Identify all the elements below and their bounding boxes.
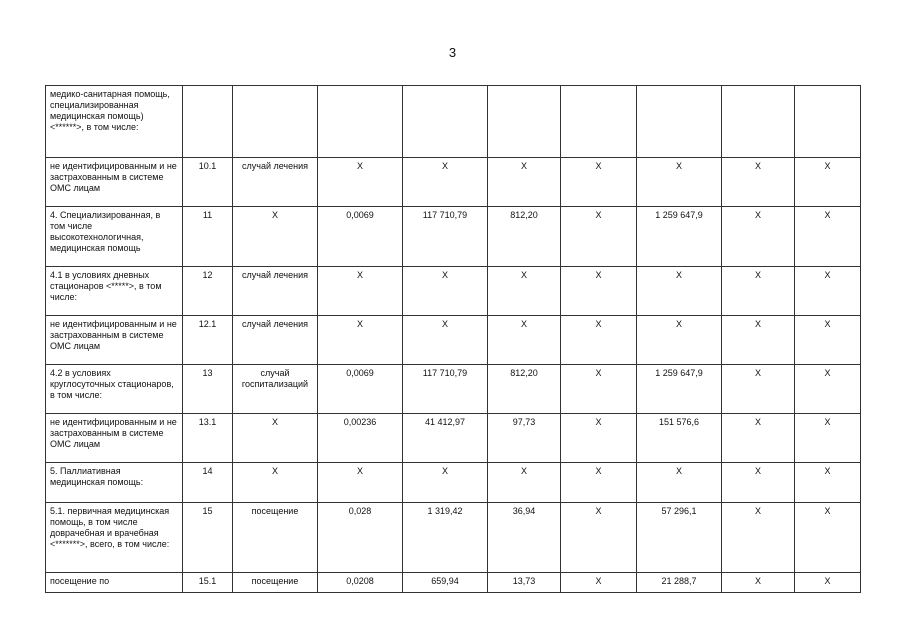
cell-volume-norm: 0,00236: [318, 414, 403, 463]
cell-per-capita-oms: X: [561, 573, 637, 593]
cell-total-percent: X: [795, 316, 861, 365]
cell-row-number: 12.1: [183, 316, 233, 365]
cell-per-capita: X: [488, 316, 561, 365]
table-row: [46, 86, 861, 158]
cell-per-capita: X: [488, 158, 561, 207]
cell-total-cost: X: [637, 267, 722, 316]
cell-unit: случай лечения: [233, 267, 318, 316]
cell-total-cost: X: [637, 158, 722, 207]
cell-row-number: 15: [183, 503, 233, 573]
cell-unit: случай лечения: [233, 158, 318, 207]
table-row: [46, 207, 861, 267]
cell-per-capita: X: [488, 463, 561, 503]
cell-cost-per-unit: 1 319,42: [403, 503, 488, 573]
cell-row-number: 11: [183, 207, 233, 267]
table-row: [46, 267, 861, 316]
cell-volume-norm: X: [318, 463, 403, 503]
cell-per-capita: 97,73: [488, 414, 561, 463]
table-row: [46, 503, 861, 573]
cell-cost-per-unit: X: [403, 316, 488, 365]
cell-per-capita-oms: X: [561, 365, 637, 414]
cell-indicator-name: 5.1. первичная медицинская помощь, в том числе доврачебная и врачебная <*******>, всего, в том числе:: [46, 503, 183, 573]
cell-per-capita-oms: X: [561, 503, 637, 573]
cell-indicator-name: медико-санитарная помощь, специализированная медицинская помощь) <******>, в том числе:: [46, 86, 183, 158]
cell-total-cost: 21 288,7: [637, 573, 722, 593]
cell-cost-per-unit: X: [403, 158, 488, 207]
cell-total-cost-oms: X: [722, 158, 795, 207]
cell-per-capita: 812,20: [488, 207, 561, 267]
cell-volume-norm: X: [318, 316, 403, 365]
cell-cost-per-unit: 117 710,79: [403, 207, 488, 267]
cell-volume-norm: 0,028: [318, 503, 403, 573]
cell-indicator-name: не идентифицированным и не застрахованным в системе ОМС лицам: [46, 158, 183, 207]
cell-cost-per-unit: 659,94: [403, 573, 488, 593]
data-table: [45, 85, 861, 593]
cell-indicator-name: не идентифицированным и не застрахованным в системе ОМС лицам: [46, 316, 183, 365]
table-row: [46, 573, 861, 593]
table-row: [46, 316, 861, 365]
cell-total-cost: X: [637, 463, 722, 503]
cell-indicator-name: 4.2 в условиях круглосуточных стационаров, в том числе:: [46, 365, 183, 414]
cell-cost-per-unit: [403, 86, 488, 158]
table-row: [46, 414, 861, 463]
cell-total-cost-oms: X: [722, 414, 795, 463]
cell-unit: X: [233, 207, 318, 267]
cell-unit: посещение: [233, 573, 318, 593]
cell-unit: X: [233, 414, 318, 463]
cell-unit: X: [233, 463, 318, 503]
cell-total-percent: X: [795, 573, 861, 593]
cell-indicator-name: 4. Специализированная, в том числе высокотехнологичная, медицинская помощь: [46, 207, 183, 267]
table-row: [46, 158, 861, 207]
cell-total-percent: X: [795, 267, 861, 316]
cell-total-cost-oms: X: [722, 316, 795, 365]
cell-per-capita-oms: [561, 86, 637, 158]
cell-per-capita-oms: X: [561, 414, 637, 463]
cell-total-percent: X: [795, 414, 861, 463]
cell-row-number: [183, 86, 233, 158]
cell-total-percent: X: [795, 365, 861, 414]
table-row: [46, 365, 861, 414]
cell-volume-norm: X: [318, 158, 403, 207]
cell-cost-per-unit: X: [403, 463, 488, 503]
cell-total-cost: 57 296,1: [637, 503, 722, 573]
cell-cost-per-unit: 117 710,79: [403, 365, 488, 414]
cell-total-cost: [637, 86, 722, 158]
cell-total-percent: [795, 86, 861, 158]
cell-unit: [233, 86, 318, 158]
page-number: 3: [448, 45, 457, 60]
cell-per-capita-oms: X: [561, 316, 637, 365]
cell-total-cost: 151 576,6: [637, 414, 722, 463]
cell-total-cost: 1 259 647,9: [637, 207, 722, 267]
cell-row-number: 10.1: [183, 158, 233, 207]
cell-per-capita-oms: X: [561, 158, 637, 207]
cell-total-cost-oms: X: [722, 207, 795, 267]
cell-unit: случай госпитализаций: [233, 365, 318, 414]
cell-row-number: 14: [183, 463, 233, 503]
cell-per-capita-oms: X: [561, 463, 637, 503]
cell-total-percent: X: [795, 207, 861, 267]
cell-unit: посещение: [233, 503, 318, 573]
cell-per-capita: X: [488, 267, 561, 316]
cell-indicator-name: 4.1 в условиях дневных стационаров <*****>, в том числе:: [46, 267, 183, 316]
cell-total-cost-oms: X: [722, 463, 795, 503]
cell-volume-norm: 0,0208: [318, 573, 403, 593]
cell-indicator-name: не идентифицированным и не застрахованным в системе ОМС лицам: [46, 414, 183, 463]
cell-row-number: 12: [183, 267, 233, 316]
cell-unit: случай лечения: [233, 316, 318, 365]
cell-volume-norm: [318, 86, 403, 158]
cell-row-number: 15.1: [183, 573, 233, 593]
cell-volume-norm: 0,0069: [318, 365, 403, 414]
cell-volume-norm: X: [318, 267, 403, 316]
cell-total-percent: X: [795, 158, 861, 207]
table-row: [46, 463, 861, 503]
cell-total-percent: X: [795, 463, 861, 503]
cell-per-capita: 812,20: [488, 365, 561, 414]
cell-per-capita: 13,73: [488, 573, 561, 593]
cell-row-number: 13: [183, 365, 233, 414]
cell-total-cost-oms: X: [722, 365, 795, 414]
cell-total-cost: X: [637, 316, 722, 365]
cell-total-cost-oms: [722, 86, 795, 158]
cell-volume-norm: 0,0069: [318, 207, 403, 267]
cell-total-cost: 1 259 647,9: [637, 365, 722, 414]
cell-indicator-name: 5. Паллиативная медицинская помощь:: [46, 463, 183, 503]
cell-per-capita: 36,94: [488, 503, 561, 573]
cell-row-number: 13.1: [183, 414, 233, 463]
cell-per-capita: [488, 86, 561, 158]
cell-total-cost-oms: X: [722, 267, 795, 316]
cell-indicator-name: посещение по: [46, 573, 183, 593]
cell-cost-per-unit: X: [403, 267, 488, 316]
cell-cost-per-unit: 41 412,97: [403, 414, 488, 463]
cell-total-cost-oms: X: [722, 573, 795, 593]
cell-per-capita-oms: X: [561, 267, 637, 316]
cell-total-percent: X: [795, 503, 861, 573]
cell-per-capita-oms: X: [561, 207, 637, 267]
table-body: [46, 86, 861, 593]
cell-total-cost-oms: X: [722, 503, 795, 573]
